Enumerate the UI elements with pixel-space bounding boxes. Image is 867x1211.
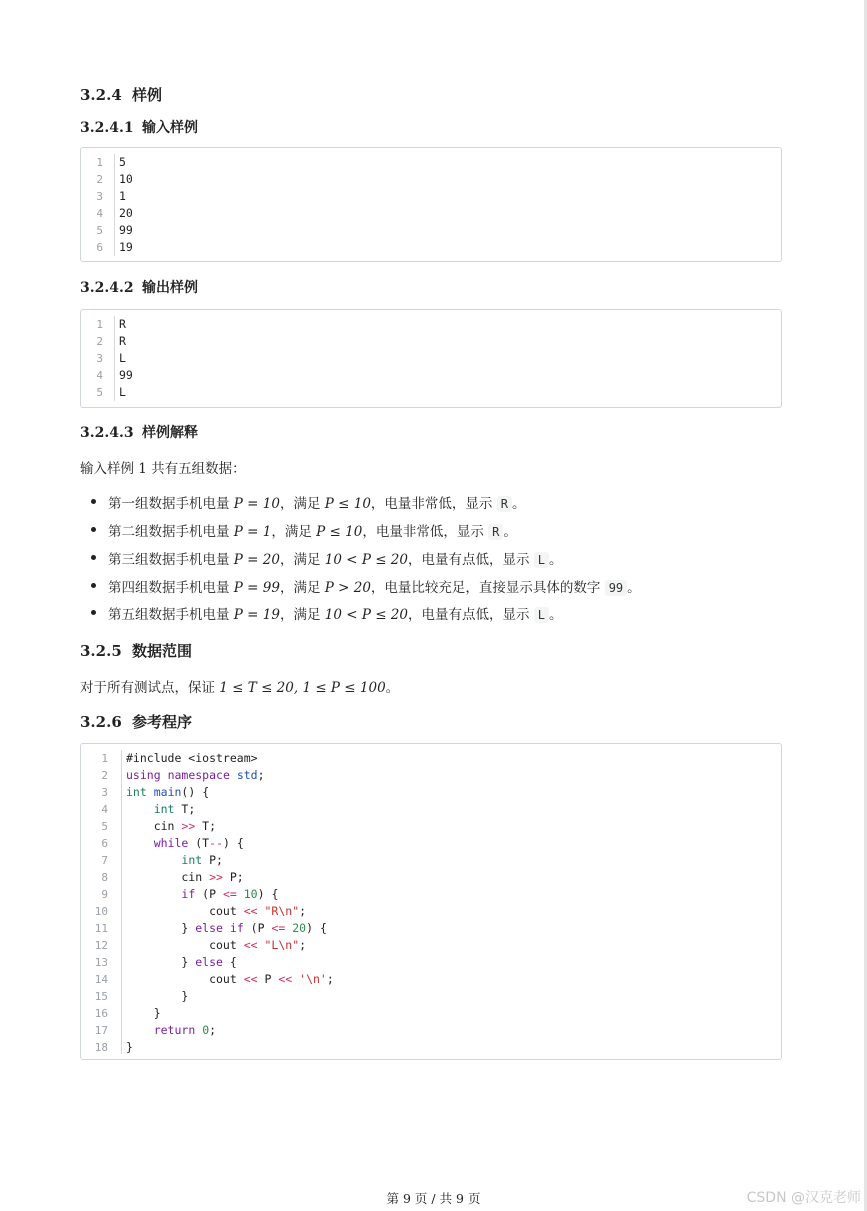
line-number: 8: [101, 871, 108, 884]
bullet-dot: [91, 527, 96, 532]
code-line: [81, 903, 781, 920]
code-text: }: [126, 989, 189, 1003]
code-line: [81, 937, 781, 954]
section-title: 数据范围: [132, 642, 193, 660]
line-number: 12: [94, 939, 108, 952]
code-text: int main() {: [126, 785, 210, 799]
item-text: 。: [549, 552, 563, 568]
code-text: R: [119, 317, 126, 331]
code-line: [81, 239, 781, 256]
reference-program-code-block: [80, 743, 782, 1060]
code-text: cin >> T;: [126, 819, 217, 833]
item-text: 。: [503, 524, 517, 540]
code-text: cin >> P;: [126, 870, 244, 884]
item-text: 第三组数据手机电量: [108, 552, 234, 568]
item-text: 。: [511, 496, 526, 512]
code-line: [81, 954, 781, 971]
section-heading-3-2-4-1: [80, 117, 198, 137]
section-number: 3.2.4.3: [80, 425, 134, 441]
code-text: int T;: [153, 802, 196, 816]
line-number: 13: [94, 956, 108, 969]
item-text: ，电量比较充足，直接显示具体的数字: [370, 580, 605, 596]
code-line: [81, 988, 781, 1005]
code-line: [81, 154, 781, 171]
line-number: 17: [94, 1024, 108, 1037]
line-number: 15: [94, 990, 108, 1003]
code-line: [81, 205, 781, 222]
math-expression: P ≤ 10: [324, 496, 371, 512]
code-line: [81, 886, 781, 903]
line-number: 11: [94, 922, 108, 935]
line-number: 3: [101, 786, 108, 799]
math-expression: 10 < P ≤ 20: [324, 607, 408, 623]
math-expression: P = 10: [233, 496, 280, 512]
line-number: 2: [101, 769, 108, 782]
line-number: 3: [96, 190, 103, 203]
code-text: int P;: [181, 853, 223, 867]
code-line: [81, 1005, 781, 1022]
code-line: [81, 350, 781, 367]
section-number: 3.2.4.2: [80, 280, 134, 296]
code-text: }: [126, 1006, 161, 1020]
code-line: [81, 222, 781, 239]
item-text: 第五组数据手机电量: [108, 607, 234, 623]
section-heading-3-2-4-2: [80, 277, 198, 297]
line-number: 4: [96, 207, 103, 220]
input-sample-code-block: [80, 147, 782, 262]
inline-code: R: [497, 496, 512, 512]
line-number: 6: [96, 241, 103, 254]
code-line: [81, 767, 781, 784]
code-text: using namespace std;: [126, 768, 265, 782]
bullet-dot: [91, 610, 96, 615]
code-line: [81, 920, 781, 937]
item-text: 第一组数据手机电量: [108, 496, 234, 512]
line-number: 2: [96, 335, 103, 348]
math-expression: P > 20: [324, 580, 371, 596]
line-number: 1: [101, 752, 108, 765]
code-line: [81, 784, 781, 801]
section-heading-3-2-6: [80, 711, 192, 732]
code-line: [81, 188, 781, 205]
item-text: ，满足: [279, 552, 325, 568]
code-line: [81, 367, 781, 384]
section-heading-3-2-4-3: [80, 422, 198, 442]
section-title: 输入样例: [142, 120, 198, 136]
code-line: [81, 801, 781, 818]
math-expression: 10 < P ≤ 20: [324, 552, 408, 568]
code-text: #include <iostream>: [126, 751, 258, 765]
inline-code: R: [488, 524, 503, 540]
line-number: 6: [101, 837, 108, 850]
item-text: ，满足: [279, 496, 325, 512]
code-text: 99: [119, 368, 133, 382]
item-text: 。: [549, 607, 563, 623]
code-line: [81, 316, 781, 333]
code-line: [81, 333, 781, 350]
item-text: ，满足: [279, 607, 325, 623]
line-number: 1: [96, 156, 103, 169]
code-line: [81, 1039, 781, 1056]
section-title: 样例: [132, 86, 163, 104]
bullet-dot: [91, 583, 96, 588]
line-number: 5: [96, 224, 103, 237]
line-number: 18: [94, 1041, 108, 1054]
math-expression: P = 20: [233, 552, 280, 568]
section-number: 3.2.4.1: [80, 120, 134, 136]
range-text: 。: [385, 680, 400, 696]
inline-code: L: [534, 607, 549, 623]
code-text: 5: [119, 155, 126, 169]
code-text: } else if (P <= 20) {: [126, 921, 327, 935]
line-number: 16: [94, 1007, 108, 1020]
math-expression: P = 19: [233, 607, 280, 623]
section-number: 3.2.6: [80, 713, 122, 731]
item-text: ，电量非常低，显示: [362, 524, 489, 540]
code-text: L: [119, 385, 126, 399]
code-text: R: [119, 334, 126, 348]
item-text: 。: [627, 580, 641, 596]
code-text: while (T--) {: [153, 836, 244, 850]
page-footer: 第 9 页 / 共 9 页: [386, 1191, 481, 1206]
output-sample-code-block: [80, 309, 782, 408]
section-heading-3-2-4: [80, 84, 162, 105]
section-title: 样例解释: [142, 425, 198, 441]
inline-code: 99: [605, 580, 627, 596]
line-number: 4: [101, 803, 108, 816]
data-range-text: [80, 676, 399, 696]
item-text: 第二组数据手机电量: [108, 524, 234, 540]
line-number: 5: [101, 820, 108, 833]
code-text: cout << P << '\n';: [126, 972, 334, 986]
code-line: [81, 171, 781, 188]
line-number: 1: [96, 318, 103, 331]
code-text: 19: [119, 240, 133, 254]
code-line: [81, 869, 781, 886]
line-number: 10: [94, 905, 108, 918]
item-text: ，满足: [271, 524, 317, 540]
code-text: 99: [119, 223, 133, 237]
code-line: [81, 971, 781, 988]
bullet-dot: [91, 555, 96, 560]
code-text: 1: [119, 189, 126, 203]
code-text: 20: [119, 206, 133, 220]
line-number: 3: [96, 352, 103, 365]
code-text: return 0;: [153, 1023, 217, 1037]
section-heading-3-2-5: [80, 640, 192, 661]
explanation-intro: 输入样例 1 共有五组数据：: [80, 461, 246, 477]
section-title: 输出样例: [142, 280, 198, 296]
code-line: [81, 750, 781, 767]
item-text: 第四组数据手机电量: [108, 580, 234, 596]
math-expression: P = 99: [233, 580, 280, 596]
item-text: ，满足: [279, 580, 325, 596]
math-expression: 1 ≤ T ≤ 20, 1 ≤ P ≤ 100: [219, 680, 386, 696]
section-number: 3.2.5: [80, 642, 122, 660]
line-number: 4: [96, 369, 103, 382]
code-line: [81, 1022, 781, 1039]
code-text: cout << "L\n";: [126, 938, 307, 952]
line-number: 5: [96, 386, 103, 399]
line-number: 2: [96, 173, 103, 186]
bullet-dot: [91, 499, 96, 504]
code-text: } else {: [126, 955, 237, 969]
math-expression: P = 1: [233, 524, 272, 540]
code-line: [81, 818, 781, 835]
inline-code: L: [534, 552, 549, 568]
watermark: CSDN @汉克老师: [746, 1190, 861, 1206]
line-number: 14: [94, 973, 108, 986]
section-title: 参考程序: [132, 713, 193, 731]
code-text: cout << "R\n";: [126, 904, 307, 918]
code-text: if (P <= 10) {: [181, 887, 279, 901]
code-line: [81, 384, 781, 401]
code-text: 10: [119, 172, 133, 186]
code-line: [81, 852, 781, 869]
code-line: [81, 835, 781, 852]
code-text: L: [119, 351, 126, 365]
line-number: 7: [101, 854, 108, 867]
math-expression: P ≤ 10: [316, 524, 363, 540]
item-text: ，电量有点低，显示: [407, 552, 534, 568]
line-number: 9: [101, 888, 108, 901]
item-text: ，电量有点低，显示: [407, 607, 534, 623]
section-number: 3.2.4: [80, 86, 122, 104]
item-text: ，电量非常低，显示: [370, 496, 497, 512]
code-text: }: [126, 1040, 133, 1054]
range-text: 对于所有测试点，保证: [80, 680, 220, 696]
